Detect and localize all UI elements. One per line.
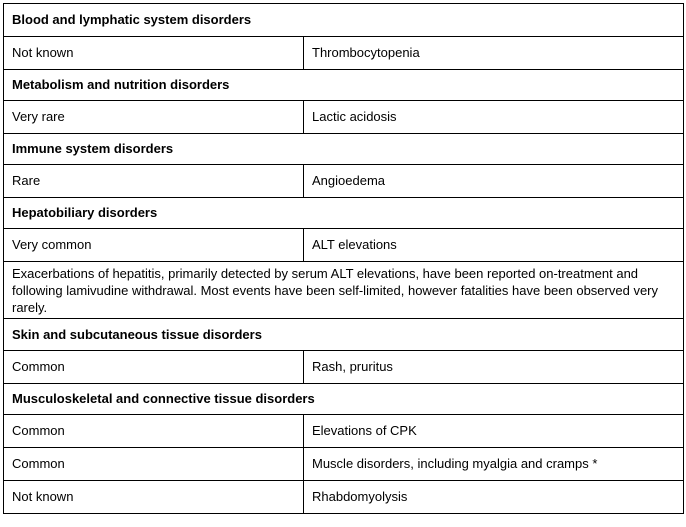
section-heading: Immune system disorders [4,134,684,165]
reaction-cell: Thrombocytopenia [304,37,684,70]
table-row [4,101,684,134]
reaction-cell: Lactic acidosis [304,101,684,134]
frequency-cell: Common [4,448,304,481]
section-heading: Musculoskeletal and connective tissue disorders [4,384,684,415]
reaction-cell: ALT elevations [304,229,684,262]
frequency-cell: Very rare [4,101,304,134]
section-heading: Hepatobiliary disorders [4,198,684,229]
section-heading-row [4,198,684,229]
frequency-cell: Common [4,415,304,448]
hepatitis-note: Exacerbations of hepatitis, primarily detected by serum ALT elevations, have been reported on-treatment and following lamivudine withdrawal. Most events have been self-limited, however fatalities have been observed very rarely. [4,262,684,319]
section-heading: Skin and subcutaneous tissue disorders [4,319,684,351]
reaction-cell: Angioedema [304,165,684,198]
table-row [4,229,684,262]
frequency-cell: Very common [4,229,304,262]
frequency-cell: Not known [4,37,304,70]
table-row [4,448,684,481]
table-row [4,351,684,384]
section-heading: Blood and lymphatic system disorders [4,4,684,37]
section-heading-row [4,134,684,165]
table-row [4,37,684,70]
frequency-cell: Rare [4,165,304,198]
section-heading-row [4,70,684,101]
frequency-cell: Not known [4,481,304,514]
section-heading: Metabolism and nutrition disorders [4,70,684,101]
reaction-cell: Rash, pruritus [304,351,684,384]
reaction-cell: Rhabdomyolysis [304,481,684,514]
table-row [4,165,684,198]
reaction-cell: Muscle disorders, including myalgia and cramps * [304,448,684,481]
section-heading-row [4,4,684,37]
note-row [4,262,684,319]
reaction-cell: Elevations of CPK [304,415,684,448]
adverse-reactions-table [3,3,684,514]
table-row [4,415,684,448]
table-row [4,481,684,514]
section-heading-row [4,384,684,415]
frequency-cell: Common [4,351,304,384]
section-heading-row [4,319,684,351]
